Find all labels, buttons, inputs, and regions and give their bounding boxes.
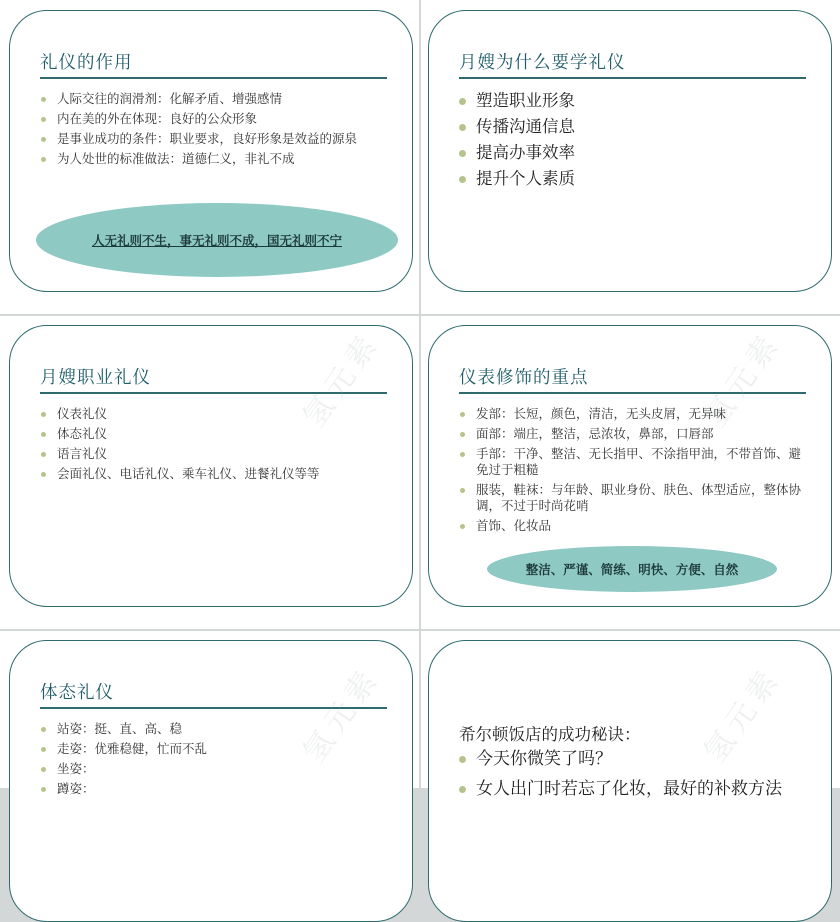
slide-cell-3	[0, 316, 419, 629]
list-item: 塑造职业形象	[459, 90, 789, 112]
list-item: 传播沟通信息	[459, 116, 789, 138]
list-item: 蹲姿：	[40, 781, 370, 797]
slide-title: 仪表修饰的重点	[459, 368, 589, 388]
callout-text: 人无礼则不生，事无礼则不成，国无礼则不宁	[91, 233, 342, 248]
slide-card	[9, 10, 413, 292]
slide-cell-4	[421, 316, 840, 629]
list-item: 语言礼仪	[40, 446, 380, 462]
callout-text: 整洁、严谨、简练、明快、方便、自然	[525, 562, 739, 577]
slide-title: 月嫂职业礼仪	[40, 368, 151, 388]
slide-intro: 希尔顿饭店的成功秘诀：	[459, 725, 641, 744]
list-item: 是事业成功的条件：职业要求，良好形象是效益的源泉	[40, 131, 370, 147]
list-item: 今天你微笑了吗？	[459, 747, 819, 771]
list-item: 会面礼仪、电话礼仪、乘车礼仪、进餐礼仪等等	[40, 466, 380, 482]
list-item: 人际交往的润滑剂：化解矛盾、增强感情	[40, 91, 370, 107]
list-item: 面部：端庄，整洁，忌浓妆，鼻部，口唇部	[459, 426, 804, 442]
list-item: 发部：长短，颜色，清洁，无头皮屑，无异味	[459, 406, 804, 422]
watermark: 氢元素	[697, 325, 789, 435]
bullet-list	[459, 747, 819, 807]
list-item: 提升个人素质	[459, 168, 789, 190]
slide-title: 月嫂为什么要学礼仪	[459, 53, 626, 73]
slide-card	[428, 10, 832, 292]
bullet-list	[459, 406, 804, 538]
slide-cell-1	[0, 0, 419, 314]
slide-title: 体态礼仪	[40, 683, 114, 703]
title-rule	[459, 77, 806, 79]
list-item: 坐姿：	[40, 761, 370, 777]
bullet-list	[40, 91, 370, 171]
list-item: 手部：干净、整洁、无长指甲、不涂指甲油，不带首饰、避免过于粗糙	[459, 446, 804, 478]
list-item: 仪表礼仪	[40, 406, 380, 422]
slide-title: 礼仪的作用	[40, 53, 133, 73]
watermark: 氢元素	[697, 660, 789, 770]
list-item: 女人出门时若忘了化妆，最好的补救方法	[459, 777, 819, 801]
list-item: 首饰、化妆品	[459, 518, 804, 534]
callout-ellipse	[487, 546, 777, 592]
list-item: 走姿：优雅稳健，忙而不乱	[40, 741, 370, 757]
callout-ellipse	[36, 203, 398, 277]
list-item: 体态礼仪	[40, 426, 380, 442]
slide-cell-2	[421, 0, 840, 314]
list-item: 为人处世的标准做法：道德仁义，非礼不成	[40, 151, 370, 167]
list-item: 提高办事效率	[459, 142, 789, 164]
list-item: 内在美的外在体现：良好的公众形象	[40, 111, 370, 127]
watermark: 氢元素	[296, 325, 388, 435]
bullet-list	[459, 90, 789, 194]
watermark: 氢元素	[296, 660, 388, 770]
title-rule	[40, 77, 387, 79]
slide-cell-6	[421, 631, 840, 799]
slide-cell-5	[0, 631, 419, 796]
list-item: 站姿：挺、直、高、稳	[40, 721, 370, 737]
list-item: 服装，鞋袜：与年龄、职业身份、肤色、体型适应，整体协调，不过于时尚花哨	[459, 482, 804, 514]
